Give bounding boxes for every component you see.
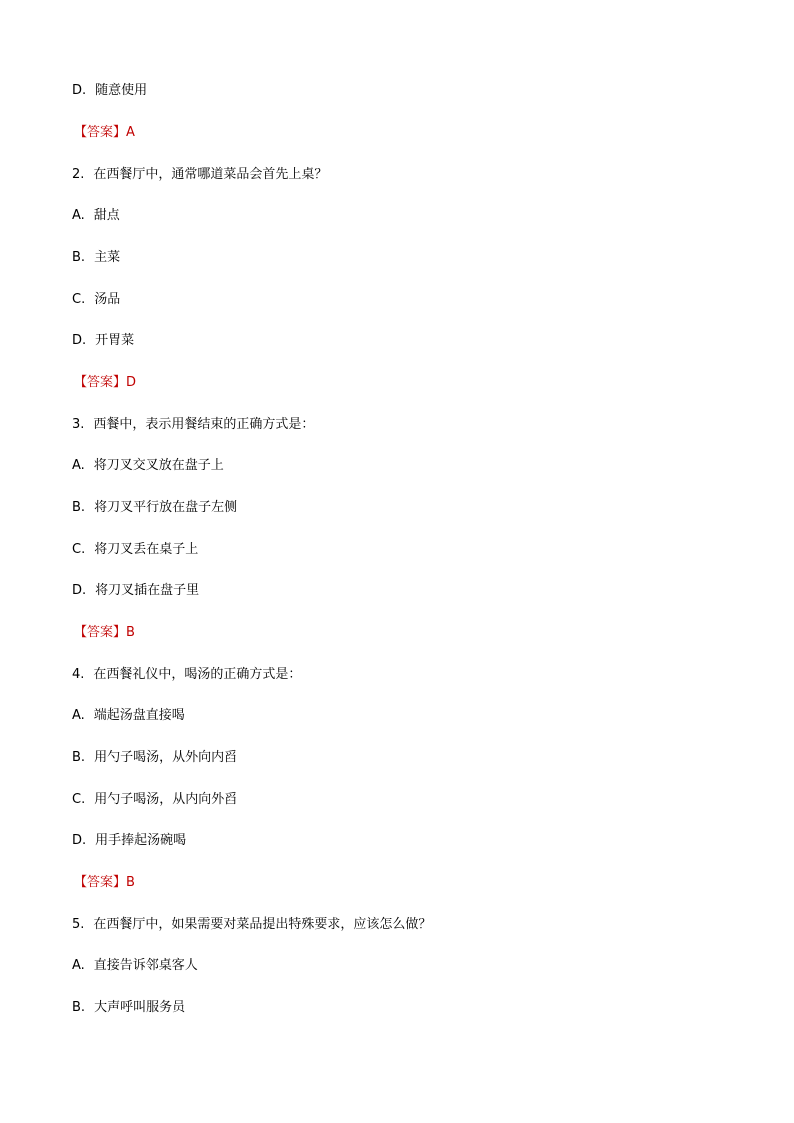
option-line bbox=[72, 207, 120, 225]
option-prefix: B. bbox=[72, 750, 86, 765]
option-prefix: B. bbox=[72, 1000, 86, 1015]
option-text: 大声呼叫服务员 bbox=[94, 1000, 186, 1015]
option-line bbox=[72, 832, 186, 850]
option-line bbox=[72, 957, 198, 975]
question-line bbox=[72, 416, 314, 434]
option-line bbox=[72, 291, 120, 309]
option-line bbox=[72, 541, 198, 559]
option-text: 甜点 bbox=[93, 208, 120, 223]
option-line bbox=[72, 249, 120, 267]
option-prefix: A. bbox=[72, 458, 85, 473]
option-prefix: C. bbox=[72, 542, 86, 557]
option-prefix: D. bbox=[72, 833, 87, 848]
option-prefix: A. bbox=[72, 958, 85, 973]
option-line bbox=[72, 457, 224, 475]
option-line bbox=[72, 582, 199, 600]
option-prefix: A. bbox=[72, 208, 85, 223]
option-text: 用勺子喝汤，从外向内舀 bbox=[94, 750, 238, 765]
option-line bbox=[72, 332, 134, 350]
option-line bbox=[72, 791, 237, 809]
question-text: 在西餐厅中，通常哪道菜品会首先上桌？ bbox=[93, 167, 328, 182]
question-line bbox=[72, 666, 301, 684]
answer-line: 【答案】D bbox=[74, 375, 137, 390]
option-text: 将刀叉丢在桌子上 bbox=[94, 542, 199, 557]
option-text: 直接告诉邻桌客人 bbox=[93, 958, 198, 973]
option-text: 将刀叉插在盘子里 bbox=[95, 583, 200, 598]
option-prefix: D. bbox=[72, 333, 87, 348]
option-text: 主菜 bbox=[94, 250, 121, 265]
option-line bbox=[72, 999, 185, 1017]
option-text: 用手捧起汤碗喝 bbox=[95, 833, 187, 848]
option-line bbox=[72, 749, 237, 767]
option-text: 随意使用 bbox=[95, 83, 148, 98]
question-line bbox=[72, 916, 431, 934]
option-line bbox=[72, 82, 147, 100]
answer-line: 【答案】B bbox=[74, 875, 135, 890]
question-number: 5. bbox=[72, 917, 85, 932]
question-line bbox=[72, 166, 327, 184]
question-text: 在西餐礼仪中，喝汤的正确方式是： bbox=[93, 667, 302, 682]
option-line bbox=[72, 499, 237, 517]
option-prefix: B. bbox=[72, 250, 86, 265]
question-number: 3. bbox=[72, 417, 85, 432]
option-text: 将刀叉平行放在盘子左侧 bbox=[94, 500, 238, 515]
option-line bbox=[72, 707, 185, 725]
option-text: 汤品 bbox=[94, 292, 121, 307]
option-text: 端起汤盘直接喝 bbox=[93, 708, 185, 723]
question-number: 4. bbox=[72, 667, 85, 682]
question-text: 西餐中，表示用餐结束的正确方式是： bbox=[93, 417, 315, 432]
option-text: 开胃菜 bbox=[95, 333, 135, 348]
answer-line: 【答案】A bbox=[74, 125, 135, 140]
option-prefix: C. bbox=[72, 292, 86, 307]
question-text: 在西餐厅中，如果需要对菜品提出特殊要求，应该怎么做？ bbox=[93, 917, 432, 932]
question-number: 2. bbox=[72, 167, 85, 182]
option-prefix: D. bbox=[72, 83, 87, 98]
option-prefix: B. bbox=[72, 500, 86, 515]
option-text: 用勺子喝汤，从内向外舀 bbox=[94, 792, 238, 807]
option-prefix: A. bbox=[72, 708, 85, 723]
answer-line: 【答案】B bbox=[74, 625, 135, 640]
option-text: 将刀叉交叉放在盘子上 bbox=[93, 458, 224, 473]
option-prefix: D. bbox=[72, 583, 87, 598]
option-prefix: C. bbox=[72, 792, 86, 807]
